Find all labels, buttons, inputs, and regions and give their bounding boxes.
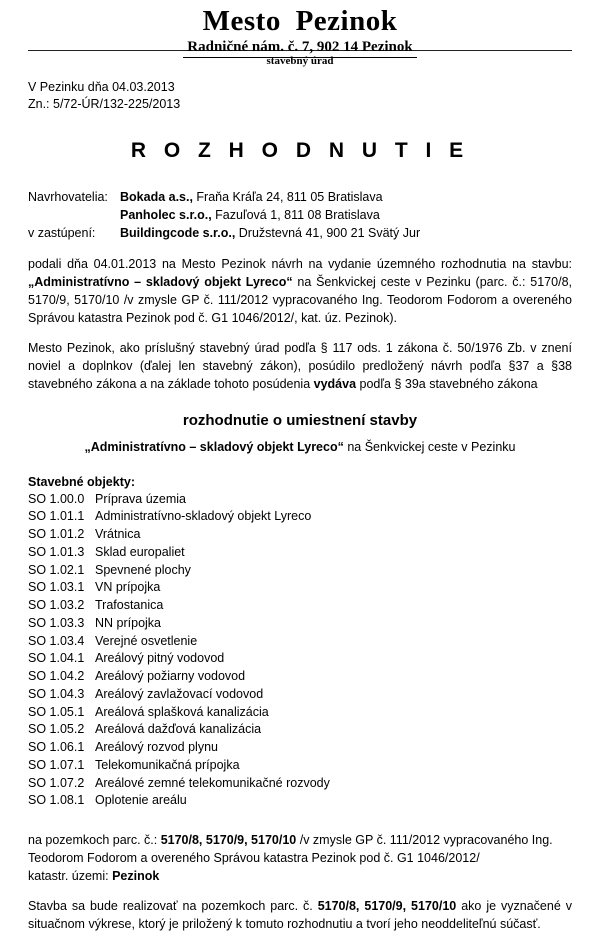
list-item	[28, 615, 572, 633]
cadastre-value: Pezinok	[112, 868, 160, 883]
list-item	[28, 757, 572, 775]
object-code: SO 1.07.1	[28, 757, 85, 772]
construction-paragraph	[28, 898, 572, 934]
list-item	[28, 721, 572, 739]
issues-keyword: vydáva	[313, 376, 357, 391]
object-name: Spevnené plochy	[95, 562, 191, 577]
list-item	[28, 775, 572, 793]
parcels-lead: na pozemkoch parc. č.:	[28, 833, 161, 847]
object-code: SO 1.03.4	[28, 633, 85, 648]
object-code: SO 1.07.2	[28, 775, 85, 790]
proposer-entry	[120, 206, 380, 224]
list-item	[28, 792, 572, 810]
object-name: Areálový zavlažovací vodovod	[95, 686, 264, 701]
list-item	[28, 739, 572, 757]
document-meta	[28, 79, 572, 113]
application-text-tail: na Šenkvickej ceste v Pezinku (parc. č.: 5170/8, 5170/9, 5170/10 /v zmysle GP č. 111/2012 vypracovaného Ing. Teodorom Fodorom a overeného Správou katastra Pezinok pod č. G1 1046/2012/, kat. úz. Pezinok).	[28, 275, 572, 325]
object-name: Areálová splašková kanalizácia	[95, 704, 269, 719]
representative-label: v zastúpení:	[28, 226, 96, 241]
legal-basis-lead: Mesto Pezinok, ako príslušný stavebný úrad podľa § 117 ods. 1 zákona č. 50/1976 Zb. v znení noviel a doplnkov (ďalej len stavebný zákon), posúdilo predložený návrh podľa §37 a §38 stavebného zákona a na základe tohoto posúdenia	[28, 341, 572, 391]
list-item	[28, 686, 572, 704]
ruling-subtitle	[28, 440, 572, 455]
object-name: Sklad europaliet	[95, 544, 185, 559]
list-item	[28, 491, 572, 509]
legal-basis-paragraph	[28, 340, 572, 393]
object-name: Verejné osvetlenie	[95, 633, 198, 648]
object-name: Oplotenie areálu	[95, 793, 187, 808]
construction-lead: Stavba sa bude realizovať na pozemkoch parc. č.	[28, 899, 318, 914]
object-name: Areálový požiarny vodovod	[95, 669, 246, 683]
application-text-lead: podali dňa 04.01.2013 na Mesto Pezinok návrh na vydanie územného rozhodnutia na stavbu:	[28, 257, 572, 272]
ruling-location: na Šenkvickej ceste v Pezinku	[343, 439, 516, 454]
list-item	[28, 633, 572, 651]
object-name: VN prípojka	[95, 580, 161, 595]
object-name: Areálové zemné telekomunikačné rozvody	[95, 775, 330, 790]
proposer-entry	[120, 188, 383, 206]
parties-block	[28, 188, 572, 242]
organization-department: stavebný úrad	[266, 54, 334, 67]
reference-number: Zn.: 5/72-ÚR/132-225/2013	[28, 96, 181, 111]
proposer-row	[28, 188, 572, 206]
object-code: SO 1.01.3	[28, 544, 85, 559]
ruling-title: rozhodnutie o umiestnení stavby	[182, 411, 418, 429]
parcels-tail: /v zmysle GP č. 111/2012 vypracovaného Ing. Teodorom Fodorom a overeného Správou katastra Pezinok pod č. G1 1046/2012/	[28, 833, 553, 865]
object-code: SO 1.06.1	[28, 740, 85, 754]
construction-parcel-numbers: 5170/8, 5170/9, 5170/10	[317, 899, 457, 914]
object-code: SO 1.03.2	[28, 598, 85, 612]
object-name: Areálový pitný vodovod	[95, 651, 225, 666]
object-code: SO 1.04.2	[28, 669, 85, 683]
object-code: SO 1.05.1	[28, 704, 85, 719]
project-name-inline: „Administratívno – skladový objekt Lyreco“	[28, 275, 293, 289]
proposer-address: Fazuľová 1, 811 08 Bratislava	[211, 208, 380, 222]
list-item	[28, 704, 572, 722]
letterhead	[28, 0, 572, 67]
construction-tail: ako je vyznačené v situačnom výkrese, ktorý je priložený k tomuto rozhodnutiu a tvorí jeho neoddeliteľnú súčasť.	[28, 899, 572, 931]
proposer-name: Panholec s.r.o.,	[120, 208, 212, 222]
object-name: Trafostanica	[95, 598, 164, 612]
objects-list	[28, 491, 572, 811]
proposers-label: Navrhovatelia:	[28, 189, 108, 204]
object-code: SO 1.02.1	[28, 562, 85, 577]
list-item	[28, 508, 572, 526]
object-name: Telekomunikačná prípojka	[95, 757, 240, 772]
list-item	[28, 544, 572, 562]
proposer-row	[28, 206, 572, 224]
object-code: SO 1.01.1	[28, 509, 85, 524]
object-code: SO 1.03.3	[28, 615, 85, 630]
object-name: Areálová dažďová kanalizácia	[95, 722, 262, 737]
representative-row	[28, 224, 572, 242]
object-name: Areálový rozvod plynu	[95, 740, 218, 754]
object-code: SO 1.08.1	[28, 793, 85, 808]
list-item	[28, 579, 572, 597]
object-code: SO 1.03.1	[28, 580, 85, 595]
representative-name: Buildingcode s.r.o.,	[120, 226, 236, 241]
object-name: Administratívno-skladový objekt Lyreco	[95, 509, 312, 524]
objects-heading: Stavebné objekty:	[28, 474, 135, 489]
application-paragraph	[28, 256, 572, 327]
list-item	[28, 562, 572, 580]
legal-basis-tail: podľa § 39a stavebného zákona	[356, 376, 538, 391]
representative-address: Družstevná 41, 900 21 Svätý Jur	[235, 226, 421, 241]
document-title: R O Z H O D N U T I E	[130, 138, 470, 162]
list-item	[28, 650, 572, 668]
proposer-name: Bokada a.s.,	[120, 189, 193, 204]
object-name: NN prípojka	[95, 615, 161, 630]
organization-address: Radničné nám. č. 7, 902 14 Pezinok	[183, 39, 416, 58]
parcel-numbers: 5170/8, 5170/9, 5170/10	[160, 833, 297, 847]
representative-entry	[120, 224, 420, 242]
proposer-address: Fraňa Kráľa 24, 811 05 Bratislava	[192, 189, 383, 204]
object-name: Vrátnica	[95, 527, 141, 541]
parcels-paragraph	[28, 832, 572, 885]
list-item	[28, 597, 572, 615]
object-name: Príprava územia	[95, 491, 187, 506]
list-item	[28, 668, 572, 686]
object-code: SO 1.04.1	[28, 651, 85, 666]
object-code: SO 1.00.0	[28, 491, 85, 506]
object-code: SO 1.04.3	[28, 686, 85, 701]
closing-block	[28, 832, 572, 934]
cadastre-label: katastr. územi:	[28, 868, 113, 883]
ruling-project-name: „Administratívno – skladový objekt Lyreco“	[84, 439, 344, 454]
organization-title: Mesto Pezinok	[202, 5, 398, 37]
object-code: SO 1.01.2	[28, 527, 85, 541]
place-and-date: V Pezinku dňa 04.03.2013	[28, 80, 175, 95]
object-code: SO 1.05.2	[28, 722, 85, 737]
list-item	[28, 526, 572, 544]
